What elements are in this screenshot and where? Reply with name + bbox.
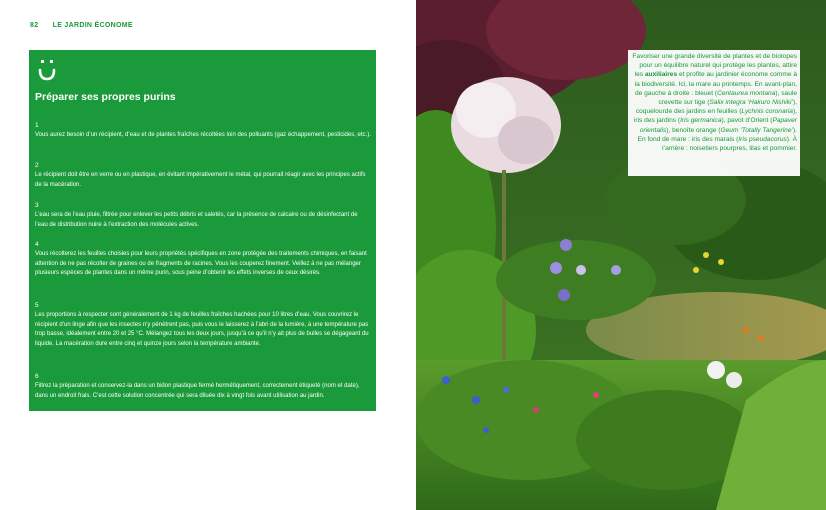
caption-bold: auxiliaires [644, 71, 678, 79]
step-text: Les proportions à respecter sont généralement de 1 kg de feuilles fraîches hachées pour 10 litres d’eau. Vous couvrirez le récipient d’un linge afin que les insectes n’y pénètrent pas, puis vous le laisserez à l’abri de la lumière, à une température pas trop basse, idéalement entre 20 et 25 °C. Mélangez tous les deux jours, jusqu’à ce qu’il n’y ait plus de bulles se dégageant du liquide. La macération dure entre cinq et quinze jours selon la température ambiante. [35, 312, 369, 347]
caption-latin: Centaurea montana [717, 89, 776, 97]
caption-text: ), benoîte orange ( [666, 126, 721, 134]
caption-text: ). À l’arrière : noisetiers pourpres, lilas et pommier. [662, 135, 797, 153]
page-number: 82 [30, 22, 39, 29]
caption-text: Favoriser une grande diversité de plantes et de biotopes pour un équilibre naturel qui protège les plantes, attire les [632, 53, 797, 79]
step-text: Filtrez la préparation et conservez-la dans un bidon plastique fermé hermétiquement, correctement étiqueté (nom et date), dans un endroit frais. C’est cette solution concentrée qui sera diluée dix à vingt fois avant utilisation au jardin. [35, 383, 360, 399]
caption-text: et profite au jardinier économe comme à la biodiversité. Ici, la mare au printemps. En avant-plan, de gauche à droite : bleuet ( [634, 71, 797, 97]
running-title: LE JARDIN ÉCONOME [52, 22, 133, 29]
page-header [30, 22, 133, 29]
caption-text: ), iris des jardins ( [633, 108, 797, 125]
step-text: Vous aurez besoin d’un récipient, d’eau et de plantes fraîches récoltées loin des polluants (gaz échappement, pesticides, etc.). [35, 132, 371, 138]
step-number: 4 [35, 241, 39, 248]
caption-latin: Iris germanica [680, 117, 722, 125]
step-3 [35, 202, 371, 230]
step-number: 5 [35, 302, 39, 309]
caption-latin: Papaver orientalis [639, 117, 797, 134]
caption-text: ), saule crevette sur tige ( [658, 89, 797, 107]
step-number: 6 [35, 373, 39, 380]
step-number: 3 [35, 202, 39, 209]
step-2 [35, 162, 371, 190]
step-text: L’eau sera de l’eau pluie, filtrée pour enlever les petits débris et saletés, car la présence de calcaire ou de désinfectant de l’eau de distribution nuire à l’extraction des molécules actives. [35, 212, 358, 228]
caption-latin: Salix integra ‘Hakuro Nishiki’ [709, 99, 793, 107]
step-text: Vous récolterez les feuilles choisies pour leurs propriétés spécifiques en zone protégée des traitements chimiques, en faisant attention de ne pas récolter de graines ou de fragments de racines. Vous les couperez finement. Veillez à ne pas mélanger plusieurs espèces de plantes dans un même purin, sous peine d’obtenir les effets inverses de ceux désirés. [35, 251, 367, 277]
step-6 [35, 373, 371, 401]
photo-caption [628, 50, 800, 176]
step-text: Le récipient doit être en verre ou en plastique, en évitant impérativement le métal, qui pourrait réagir avec les principes actifs de la macération. [35, 172, 366, 188]
caption-text: ), pavot d’Orient ( [721, 117, 773, 125]
step-5 [35, 302, 371, 349]
tip-box [29, 50, 376, 411]
step-number: 2 [35, 162, 39, 169]
box-title: Préparer ses propres purins [35, 91, 176, 103]
smiley-icon [38, 59, 56, 81]
step-number: 1 [35, 122, 39, 129]
right-page [416, 0, 826, 510]
step-4 [35, 241, 371, 279]
caption-text: ), coquelourde des jardins en feuilles ( [635, 99, 797, 116]
step-1 [35, 122, 371, 141]
caption-text: ). En fond de mare : iris des marais ( [637, 126, 797, 143]
caption-latin: Geum ‘Totally Tangerine’ [720, 126, 793, 134]
caption-latin: Lychnis coronaria [741, 108, 793, 116]
caption-latin: Iris pseudacorus [738, 135, 787, 143]
